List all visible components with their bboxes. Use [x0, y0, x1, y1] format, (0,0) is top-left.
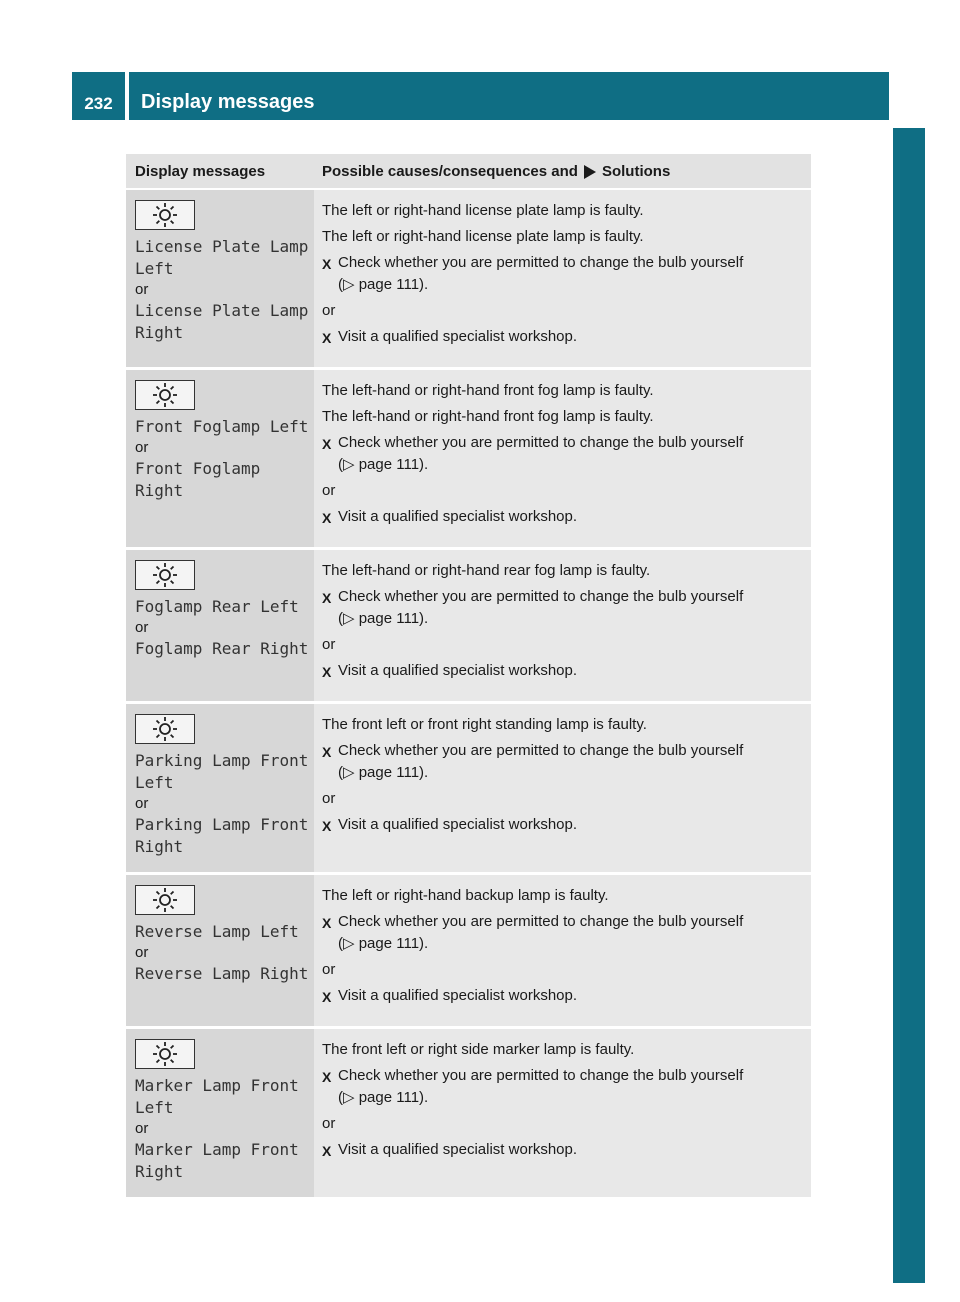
page-reference-link[interactable]: (▷ page 111). — [338, 1089, 429, 1106]
display-message-a: Foglamp Rear Left — [135, 597, 299, 616]
table-row — [126, 550, 811, 704]
action-x-icon: X — [322, 330, 332, 346]
step-text: Check whether you are permitted to change the bulb yourself — [338, 434, 744, 451]
display-message-cell — [126, 875, 314, 1026]
cause-line: The left-hand or right-hand rear fog lamp is faulty. — [322, 562, 651, 579]
table-row — [126, 1029, 811, 1200]
step-text: Check whether you are permitted to change the bulb yourself — [338, 742, 744, 759]
or-label: or — [135, 439, 149, 456]
or-label: or — [135, 795, 149, 812]
action-x-icon: X — [322, 989, 332, 1005]
display-message-b: Reverse Lamp Right — [135, 964, 309, 983]
step-text: Visit a qualified specialist workshop. — [338, 1141, 578, 1158]
solution-step — [322, 586, 801, 630]
or-label: or — [322, 636, 336, 653]
action-x-icon: X — [322, 590, 332, 606]
solution-step — [322, 740, 801, 784]
table-body — [126, 190, 811, 1200]
display-message-b: License Plate Lamp Right — [135, 301, 309, 342]
display-message-b: Front Foglamp Right — [135, 459, 261, 500]
or-label: or — [322, 302, 336, 319]
table-row — [126, 370, 811, 550]
header-causes: Possible causes/consequences and — [322, 163, 578, 180]
display-message-b: Parking Lamp Front Right — [135, 815, 309, 856]
causes-solutions-cell — [314, 190, 811, 367]
cause-line: The left-hand or right-hand front fog lamp is faulty. — [322, 408, 654, 425]
bulb-icon — [135, 200, 195, 230]
step-text: Visit a qualified specialist workshop. — [338, 816, 578, 833]
step-text: Check whether you are permitted to change the bulb yourself — [338, 588, 744, 605]
action-x-icon: X — [322, 510, 332, 526]
display-message-b: Foglamp Rear Right — [135, 639, 309, 658]
page-reference-link[interactable]: (▷ page 111). — [338, 276, 429, 293]
bulb-icon — [135, 380, 195, 410]
action-x-icon: X — [322, 915, 332, 931]
causes-solutions-cell — [314, 550, 811, 701]
or-label: or — [135, 1120, 149, 1137]
display-message-a: Reverse Lamp Left — [135, 922, 299, 941]
action-x-icon: X — [322, 436, 332, 452]
bulb-icon — [135, 1039, 195, 1069]
display-message-cell — [126, 370, 314, 547]
or-label: or — [135, 944, 149, 961]
cause-text — [322, 714, 801, 736]
solution-step — [322, 326, 801, 349]
arrow-right-icon — [584, 165, 596, 179]
display-message-b: Marker Lamp Front Right — [135, 1140, 299, 1181]
solution-step — [322, 1139, 801, 1162]
display-message-cell — [126, 1029, 314, 1197]
or-label: or — [322, 790, 336, 807]
action-x-icon: X — [322, 256, 332, 272]
or-label: or — [135, 281, 149, 298]
cause-line: The left or right-hand backup lamp is faulty. — [322, 887, 609, 904]
solution-step — [322, 814, 801, 837]
side-tab-label: On-board computer and displays — [60, 864, 82, 1178]
causes-solutions-cell — [314, 704, 811, 872]
step-text: Visit a qualified specialist workshop. — [338, 508, 578, 525]
cause-text — [322, 380, 801, 428]
display-message-a: Parking Lamp Front Left — [135, 751, 309, 792]
table-row — [126, 875, 811, 1029]
cause-line: The left-hand or right-hand front fog lamp is faulty. — [322, 382, 654, 399]
display-message-a: License Plate Lamp Left — [135, 237, 309, 278]
page-reference-link[interactable]: (▷ page 111). — [338, 935, 429, 952]
solution-step — [322, 1065, 801, 1109]
cause-line: The left or right-hand license plate lamp is faulty. — [322, 202, 644, 219]
or-label: or — [322, 1115, 336, 1132]
display-message-a: Front Foglamp Left — [135, 417, 309, 436]
cause-text — [322, 1039, 801, 1061]
table-header — [126, 154, 811, 190]
causes-solutions-cell — [314, 370, 811, 547]
cause-line: The front left or right side marker lamp is faulty. — [322, 1041, 635, 1058]
causes-solutions-cell — [314, 1029, 811, 1197]
step-text: Visit a qualified specialist workshop. — [338, 987, 578, 1004]
solution-step — [322, 432, 801, 476]
cause-line: The front left or front right standing lamp is faulty. — [322, 716, 647, 733]
action-x-icon: X — [322, 1069, 332, 1085]
side-tab — [893, 128, 925, 1283]
solution-step — [322, 506, 801, 529]
action-x-icon: X — [322, 664, 332, 680]
or-label: or — [135, 619, 149, 636]
header-causes-solutions — [314, 154, 811, 188]
display-message-cell — [126, 704, 314, 872]
cause-line: The left or right-hand license plate lamp is faulty. — [322, 228, 644, 245]
solution-step — [322, 660, 801, 683]
step-text: Check whether you are permitted to change the bulb yourself — [338, 254, 744, 271]
action-x-icon: X — [322, 744, 332, 760]
or-label: or — [322, 482, 336, 499]
page-number: 232 — [72, 72, 125, 120]
step-text: Check whether you are permitted to change the bulb yourself — [338, 913, 744, 930]
or-label: or — [322, 961, 336, 978]
causes-solutions-cell — [314, 875, 811, 1026]
header-solutions: Solutions — [601, 163, 671, 180]
step-text: Visit a qualified specialist workshop. — [338, 328, 578, 345]
action-x-icon: X — [322, 818, 332, 834]
display-message-cell — [126, 550, 314, 701]
cause-text — [322, 560, 801, 582]
table-row — [126, 704, 811, 875]
bulb-icon — [135, 885, 195, 915]
bulb-icon — [135, 714, 195, 744]
section-title: Display messages — [129, 72, 889, 120]
display-messages-table — [126, 154, 811, 1200]
action-x-icon: X — [322, 1143, 332, 1159]
cause-text — [322, 885, 801, 907]
bulb-icon — [135, 560, 195, 590]
page-reference-link[interactable]: (▷ page 111). — [338, 764, 429, 781]
display-message-a: Marker Lamp Front Left — [135, 1076, 299, 1117]
step-text: Check whether you are permitted to change the bulb yourself — [338, 1067, 744, 1084]
solution-step — [322, 911, 801, 955]
solution-step — [322, 252, 801, 296]
step-text: Visit a qualified specialist workshop. — [338, 662, 578, 679]
page-reference-link[interactable]: (▷ page 111). — [338, 456, 429, 473]
header-display-messages: Display messages — [135, 163, 266, 180]
table-row — [126, 190, 811, 370]
solution-step — [322, 985, 801, 1008]
page-reference-link[interactable]: (▷ page 111). — [338, 610, 429, 627]
cause-text — [322, 200, 801, 248]
display-message-cell — [126, 190, 314, 367]
